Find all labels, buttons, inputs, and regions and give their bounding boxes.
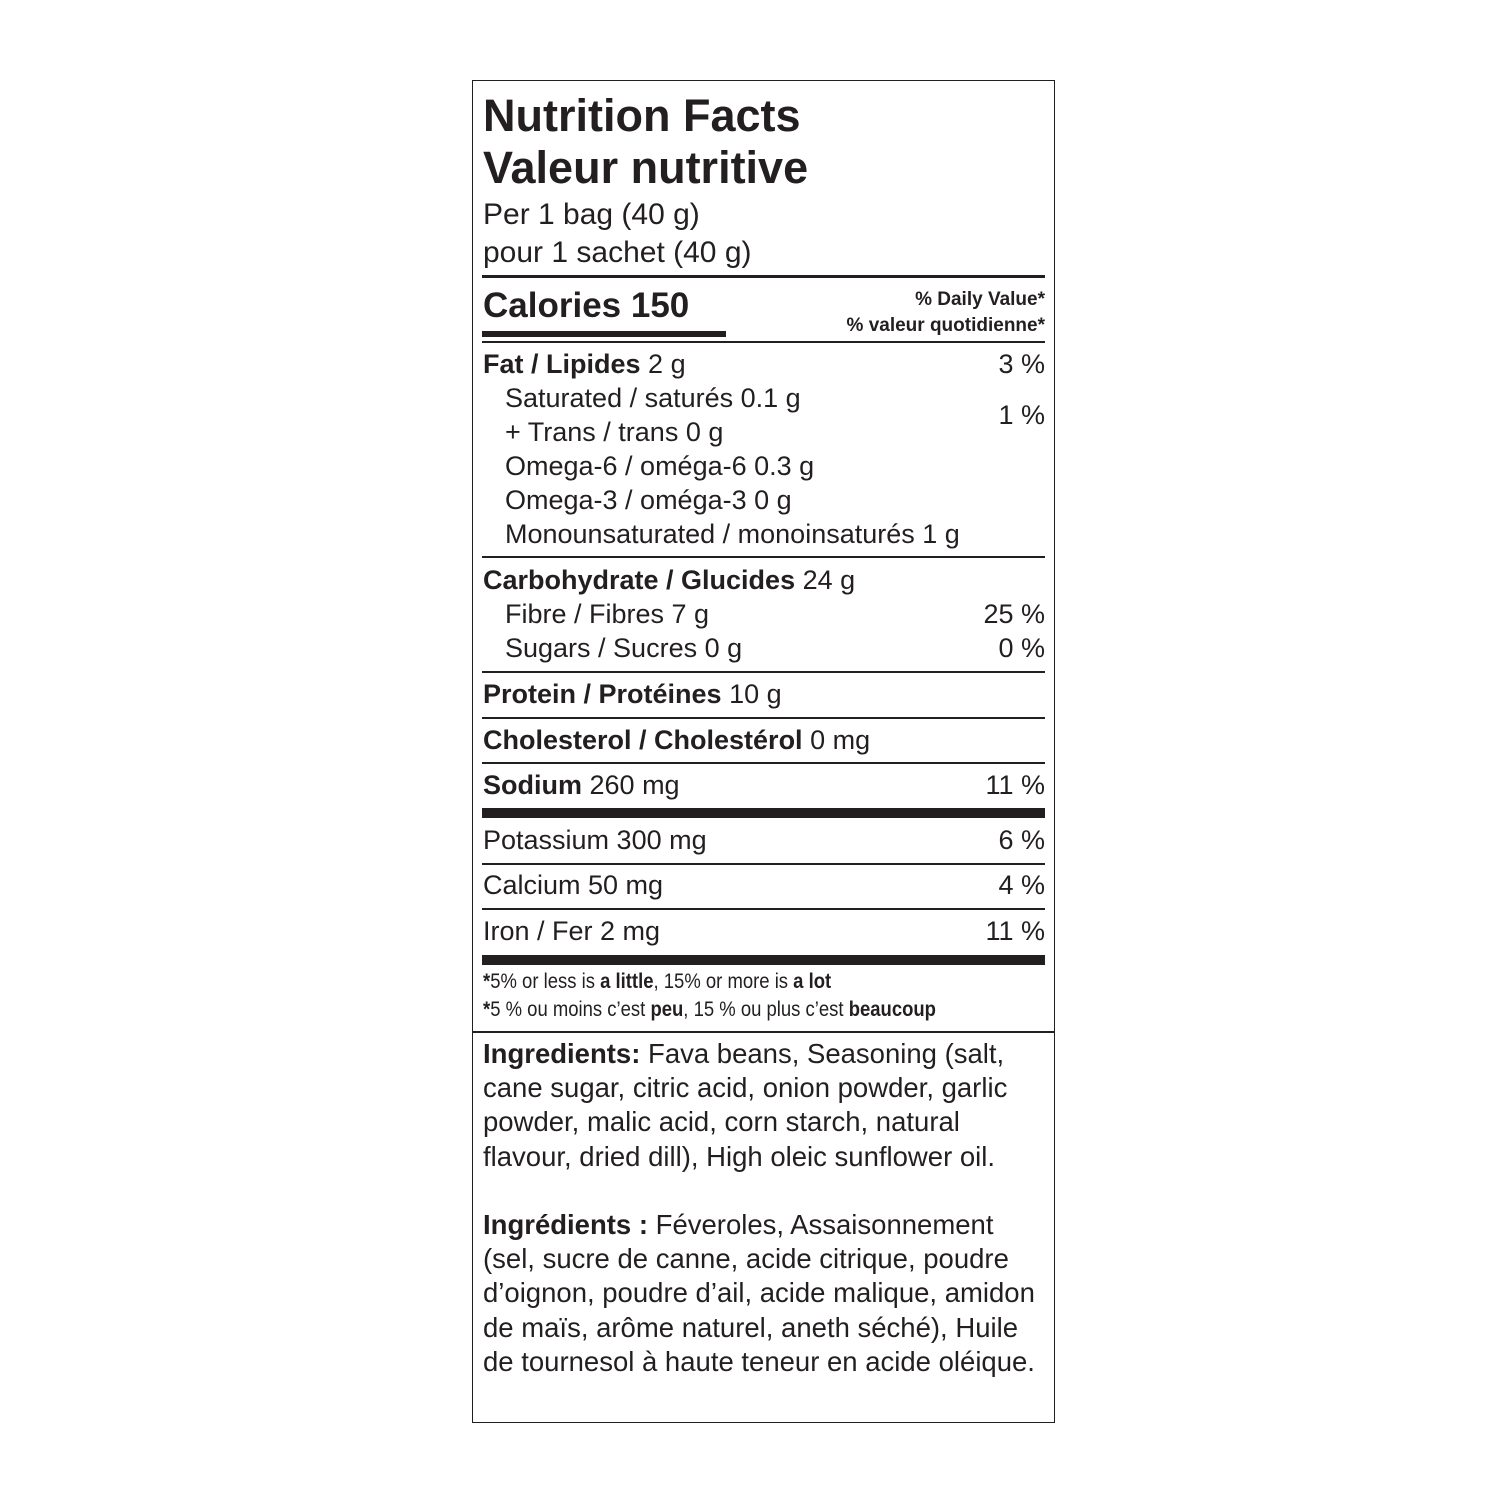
divider: [482, 762, 1045, 764]
ingredients-fr: [483, 1208, 1048, 1379]
calcium-row: Calcium 50 mg: [483, 870, 664, 900]
sodium-dv: 11 %: [985, 770, 1045, 800]
divider: [482, 717, 1045, 719]
serving-size-en: Per 1 bag (40 g): [483, 198, 700, 231]
potassium-dv: 6 %: [998, 825, 1045, 855]
footnote-en: [483, 968, 831, 996]
calories-underline: [482, 331, 726, 337]
divider: [482, 863, 1045, 865]
footnote-emphasis: a lot: [793, 970, 832, 993]
footnote-star: *: [483, 970, 491, 993]
sodium-row: [483, 768, 680, 802]
omega3-row: Omega-3 / oméga-3 0 g: [505, 485, 792, 515]
thick-divider: [482, 808, 1045, 818]
divider: [482, 671, 1045, 673]
thick-divider: [482, 955, 1045, 965]
divider: [482, 908, 1045, 910]
footnote-star: *: [483, 998, 491, 1021]
daily-value-heading-en: % Daily Value*: [915, 289, 1045, 310]
divider: [482, 556, 1045, 558]
footnote-text: 5% or less is: [490, 970, 601, 993]
sodium-label: Sodium: [483, 770, 582, 800]
trans-row: + Trans / trans 0 g: [505, 417, 724, 447]
ingredients-en-text: Fava beans, Seasoning (salt, cane sugar, citric acid, onion powder, garlic powder, malic acid, corn starch, natural flavour, dried dill), High oleic sunflower oil.: [483, 1038, 1008, 1172]
footnote-text: , 15 % ou plus c’est: [683, 998, 849, 1021]
potassium-row: Potassium 300 mg: [483, 825, 707, 855]
protein-label: Protein / Protéines: [483, 679, 722, 709]
fat-amount: 2 g: [648, 349, 686, 379]
omega6-row: Omega-6 / oméga-6 0.3 g: [505, 451, 815, 481]
divider: [482, 341, 1045, 343]
calories-row: [483, 285, 689, 327]
calories-value: 150: [630, 286, 690, 325]
carbohydrate-label: Carbohydrate / Glucides: [483, 565, 796, 595]
ingredients-en-label: Ingredients:: [483, 1038, 641, 1069]
fat-dv: 3 %: [998, 349, 1045, 379]
title-en: Nutrition Facts: [483, 90, 801, 141]
title-fr: Valeur nutritive: [483, 142, 809, 193]
ingredients-en: [483, 1037, 1048, 1174]
calcium-dv: 4 %: [998, 870, 1045, 900]
monounsaturated-row: Monounsaturated / monoinsaturés 1 g: [505, 519, 960, 549]
protein-amount: 10 g: [729, 679, 782, 709]
fat-row: [483, 347, 686, 381]
daily-value-heading-fr: % valeur quotidienne*: [846, 315, 1045, 336]
iron-row: Iron / Fer 2 mg: [483, 916, 661, 946]
ingredients-fr-label: Ingrédients :: [483, 1209, 649, 1240]
saturated-row: Saturated / saturés 0.1 g: [505, 383, 801, 413]
fibre-dv: 25 %: [983, 599, 1045, 629]
footnote-emphasis: a little: [600, 970, 654, 993]
carbohydrate-amount: 24 g: [802, 565, 856, 595]
cholesterol-label: Cholesterol / Cholestérol: [483, 725, 803, 755]
calories-label: Calories: [483, 286, 622, 325]
footnote-fr: [483, 996, 936, 1024]
footnote-emphasis: peu: [650, 998, 684, 1021]
footnote-emphasis: beaucoup: [848, 998, 936, 1021]
carbohydrate-row: [483, 563, 855, 597]
cholesterol-row: [483, 723, 870, 757]
ingredients-fr-text: Féveroles, Assaisonnement (sel, sucre de canne, acide citrique, poudre d’oignon, poudre d’ail, acide malique, amidon de maïs, arôme naturel, aneth séché), Huile de tournesol à haute teneur en acide oléique.: [483, 1209, 1035, 1377]
cholesterol-amount: 0 mg: [810, 725, 871, 755]
footnote-text: 5 % ou moins c’est: [490, 998, 651, 1021]
sat-trans-dv: 1 %: [998, 400, 1045, 430]
fat-label: Fat / Lipides: [483, 349, 641, 379]
section-divider: [472, 1031, 1055, 1033]
protein-row: [483, 677, 782, 711]
sodium-amount: 260 mg: [589, 770, 680, 800]
footnote-text: , 15% or more is: [653, 970, 794, 993]
divider: [482, 275, 1045, 278]
iron-dv: 11 %: [985, 916, 1045, 946]
sugars-dv: 0 %: [998, 633, 1045, 663]
serving-size-fr: pour 1 sachet (40 g): [483, 236, 752, 269]
fibre-row: Fibre / Fibres 7 g: [505, 599, 710, 629]
sugars-row: Sugars / Sucres 0 g: [505, 633, 743, 663]
